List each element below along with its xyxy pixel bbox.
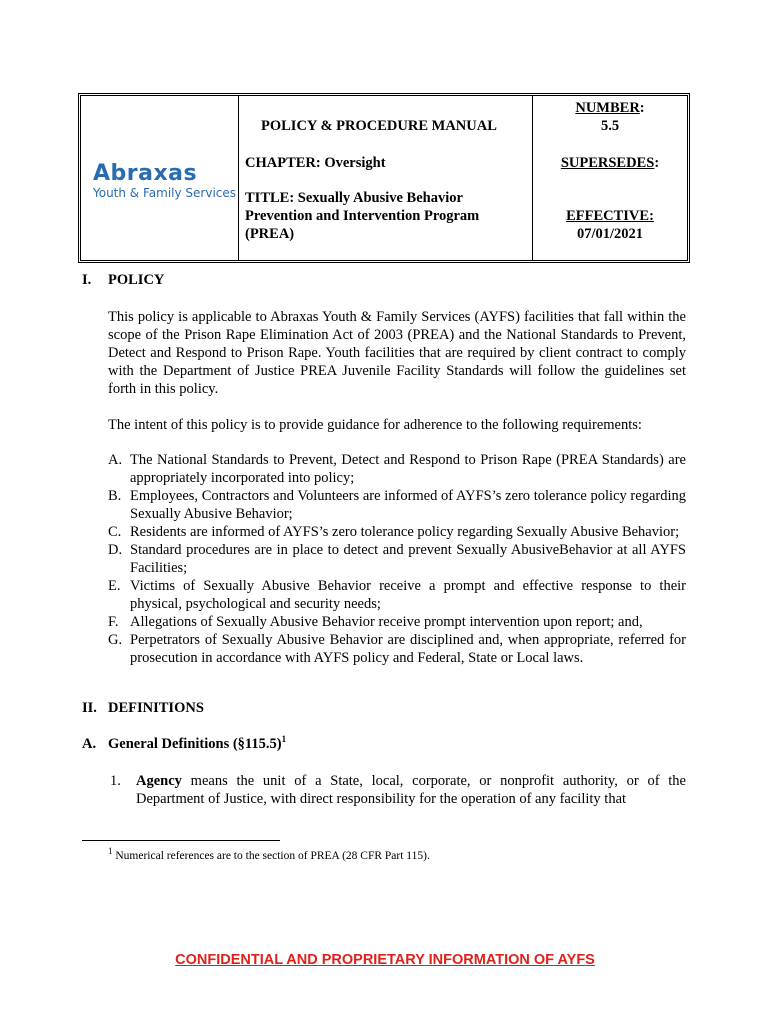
list-item-letter: D.: [108, 542, 123, 558]
list-item: [108, 523, 686, 541]
general-definitions-text: General Definitions (§115.5): [108, 736, 282, 752]
list-item: [108, 451, 686, 487]
confidentiality-footer: CONFIDENTIAL AND PROPRIETARY INFORMATION OF AYFS: [175, 952, 595, 968]
list-item-letter: A.: [108, 452, 123, 468]
logo-wordmark: Abraxas: [93, 161, 198, 186]
effective-value: 07/01/2021: [576, 226, 644, 242]
list-item-letter: C.: [108, 524, 122, 540]
definition-term: Agency: [136, 773, 182, 789]
policy-heading-number: I.: [82, 272, 92, 288]
chapter-line: CHAPTER: Oversight: [245, 155, 386, 171]
list-item-letter: E.: [108, 578, 121, 594]
supersedes-label: SUPERSEDES: [560, 155, 655, 171]
number-block: [533, 99, 687, 135]
definitions-heading: [82, 700, 204, 717]
list-item: [108, 577, 686, 613]
policy-header-box: [78, 93, 690, 263]
policy-heading: [82, 272, 164, 289]
list-item: [108, 541, 686, 577]
footnote-reference: 1: [281, 734, 287, 745]
footnote-separator: [82, 840, 280, 841]
list-item: [108, 613, 686, 631]
manual-title: POLICY & PROCEDURE MANUAL: [261, 118, 497, 134]
list-item-letter: F.: [108, 614, 119, 630]
title-line-3: (PREA): [245, 226, 295, 242]
list-item: [108, 487, 686, 523]
definition-item-number: 1.: [110, 773, 121, 789]
abraxas-logo: [93, 161, 237, 200]
number-colon: :: [639, 100, 645, 116]
title-line-2: Prevention and Intervention Program: [245, 208, 480, 224]
list-item-text: Employees, Contractors and Volunteers are informed of AYFS’s zero tolerance policy regarding Sexually Abusive Behavior;: [130, 488, 686, 522]
logo-tagline: Youth & Family Services: [93, 186, 237, 200]
supersedes-colon: :: [654, 155, 660, 171]
number-label: NUMBER: [575, 100, 640, 116]
footnote-text: Numerical references are to the section of PREA (28 CFR Part 115).: [112, 850, 430, 862]
general-definitions-number: A.: [82, 736, 97, 752]
effective-block: [533, 207, 687, 243]
list-item-letter: B.: [108, 488, 122, 504]
policy-paragraph-2: The intent of this policy is to provide guidance for adherence to the following requirements:: [108, 417, 642, 433]
list-item-letter: G.: [108, 632, 123, 648]
supersedes-block: [533, 154, 687, 172]
definition-item-agency: [110, 772, 686, 808]
title-line-1: TITLE: Sexually Abusive Behavior: [245, 190, 463, 206]
footnote: [108, 846, 430, 863]
header-divider-left: [238, 96, 239, 260]
definitions-heading-number: II.: [82, 700, 97, 716]
policy-paragraph-1: This policy is applicable to Abraxas Youth & Family Services (AYFS) facilities that fall within the scope of the Prison Rape Elimination Act of 2003 (PREA) and the National Standards to Prevent, Detect and Respond to Prison Rape. Youth facilities that are required by client contract to comply with the Department of Justice PREA Juvenile Facility Standards will follow the guidelines set forth in this policy.: [108, 309, 686, 397]
list-item-text: Allegations of Sexually Abusive Behavior receive prompt intervention upon report; and,: [130, 614, 643, 630]
list-item-text: Standard procedures are in place to detect and prevent Sexually AbusiveBehavior at all AYFS Facilities;: [130, 542, 686, 576]
effective-label: EFFECTIVE:: [566, 208, 654, 224]
definition-text: means the unit of a State, local, corporate, or nonprofit authority, or of the Department of Justice, with direct responsibility for the operation of any facility that: [136, 773, 686, 807]
list-item: [108, 631, 686, 667]
list-item-text: The National Standards to Prevent, Detect and Respond to Prison Rape (PREA Standards) are appropriately incorporated into policy;: [130, 452, 686, 486]
definitions-heading-text: DEFINITIONS: [108, 700, 204, 716]
policy-heading-text: POLICY: [108, 272, 165, 288]
requirements-list: [108, 451, 686, 667]
general-definitions-heading: [82, 736, 286, 753]
list-item-text: Perpetrators of Sexually Abusive Behavior are disciplined and, when appropriate, referred for prosecution in accordance with AYFS policy and Federal, State or Local laws.: [130, 632, 686, 666]
footnote-marker: 1: [108, 846, 113, 857]
number-value: 5.5: [600, 118, 620, 134]
list-item-text: Residents are informed of AYFS’s zero tolerance policy regarding Sexually Abusive Behavior;: [130, 524, 680, 540]
list-item-text: Victims of Sexually Abusive Behavior receive a prompt and effective response to their physical, psychological and security needs;: [130, 578, 686, 612]
